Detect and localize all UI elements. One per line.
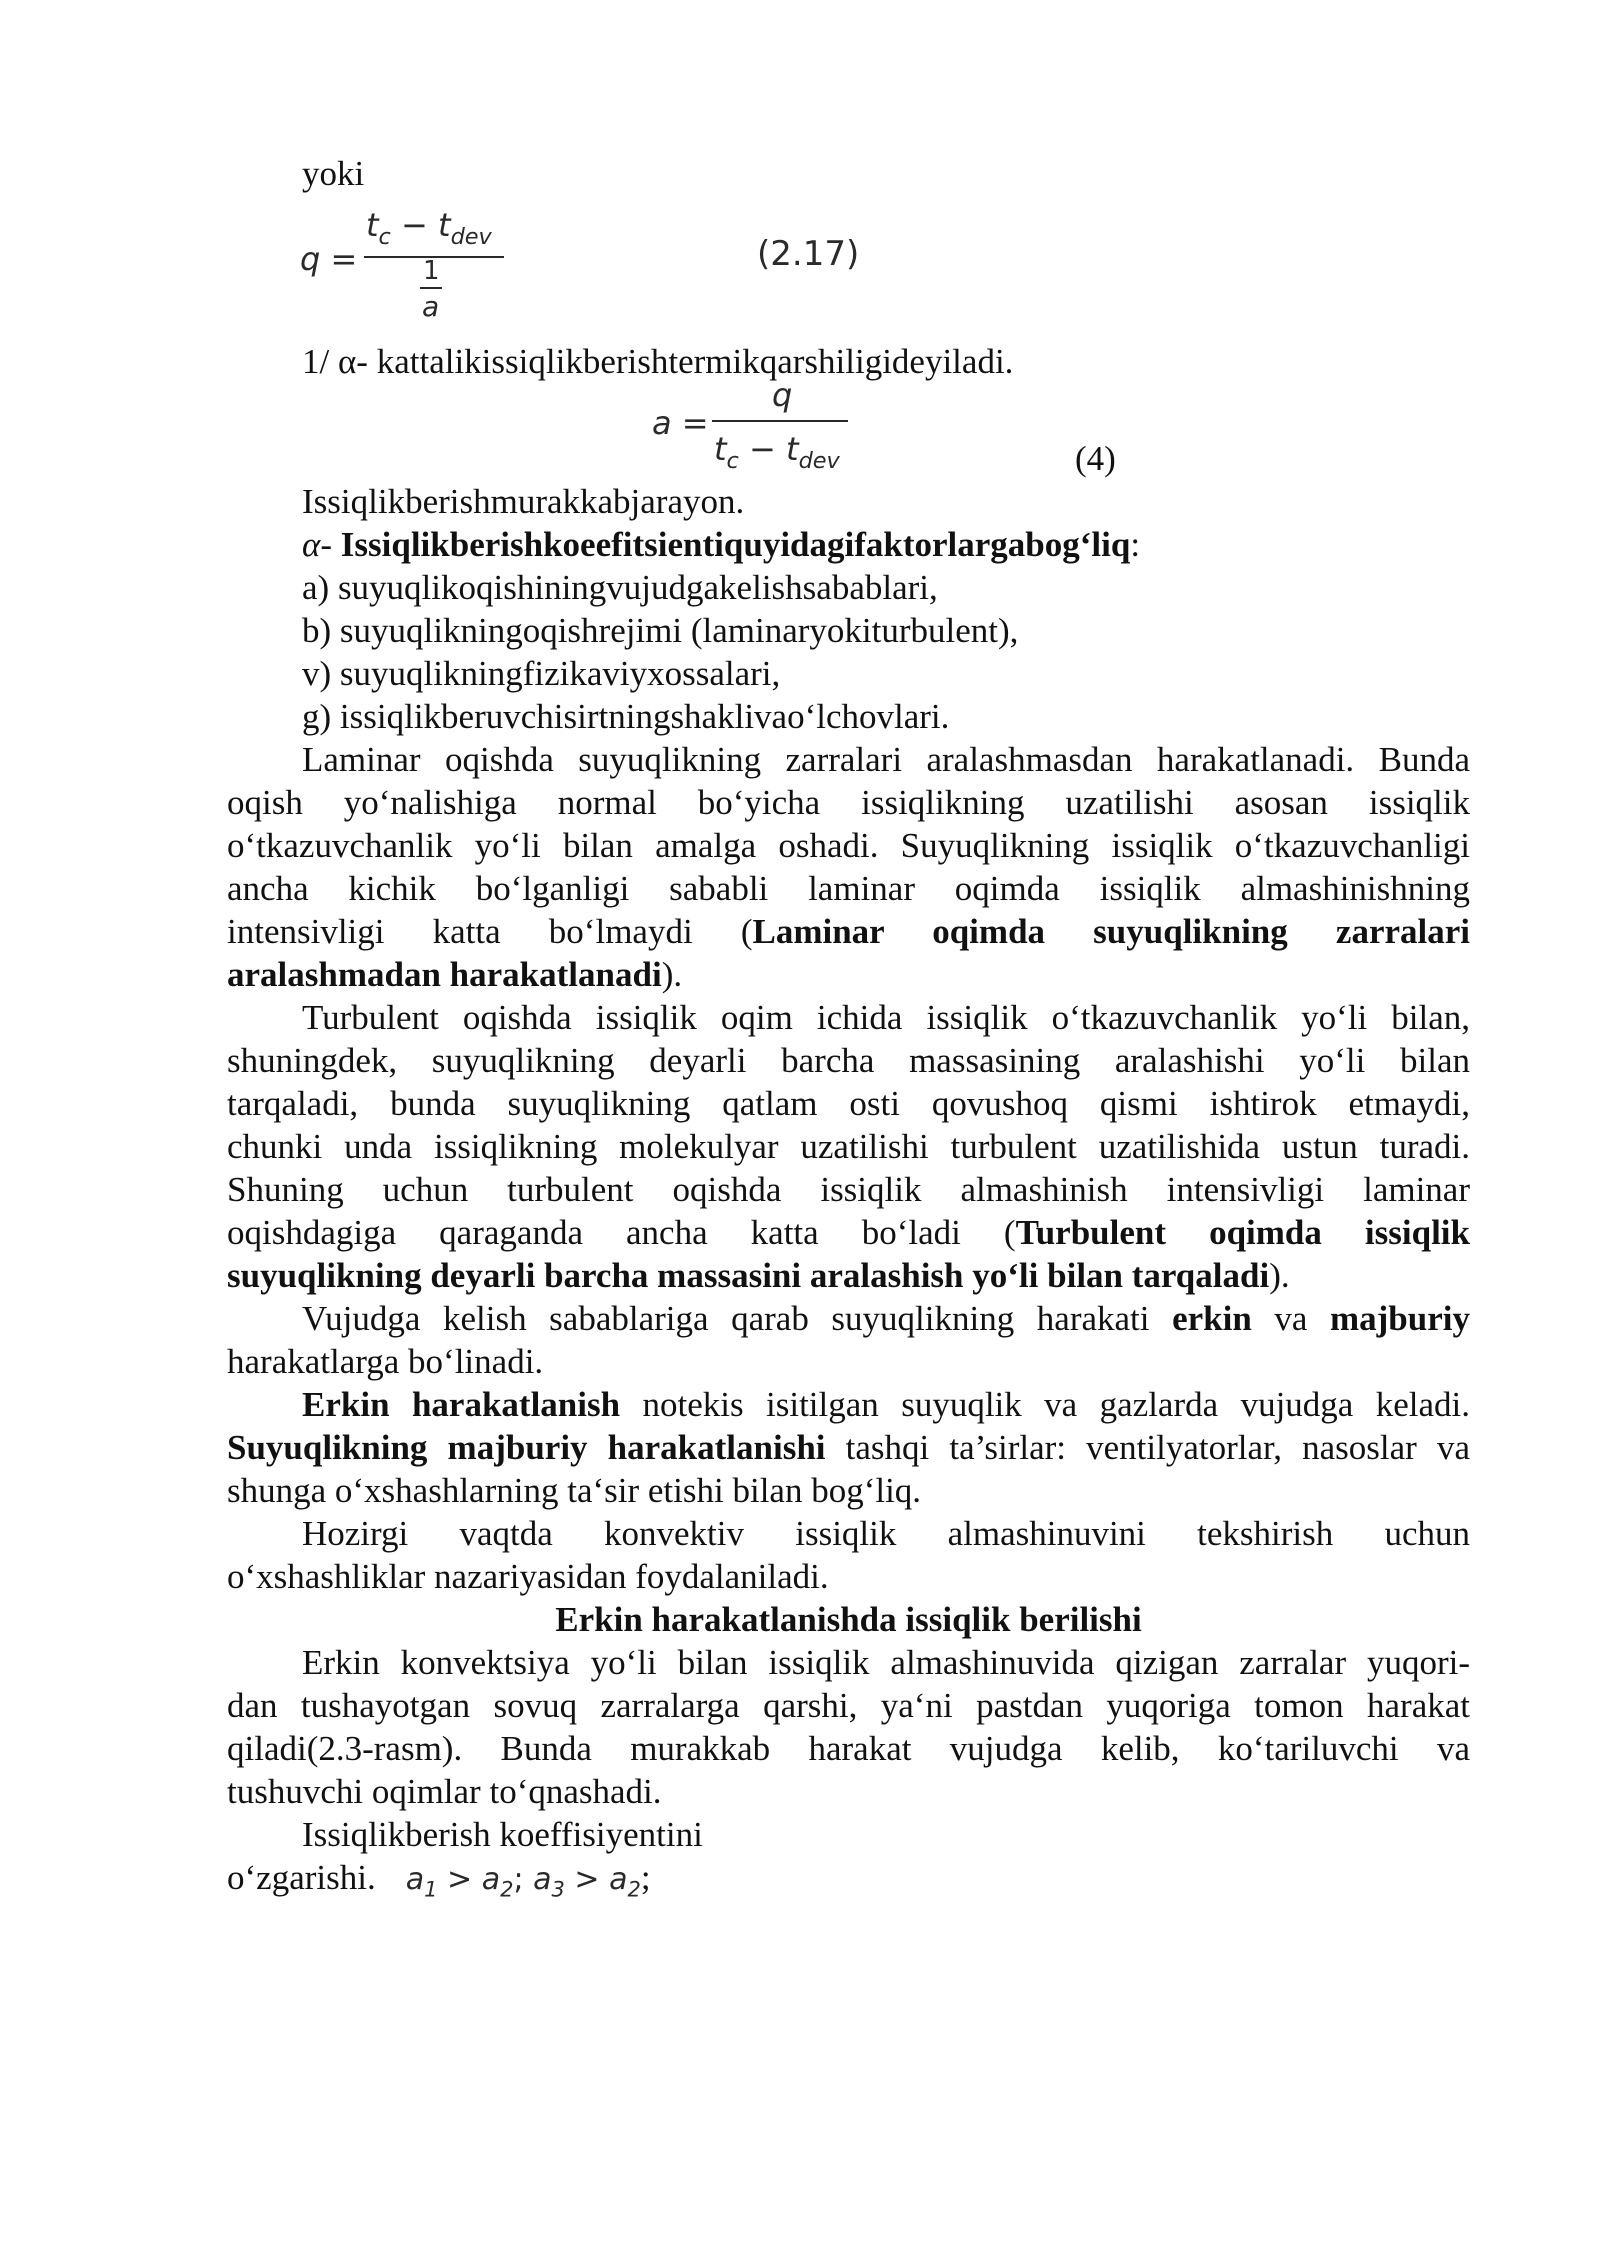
turbulent-line-6: oqishdagiga qaraganda ancha katta bo‘ladi (Turbulent oqimda issiqlik bbox=[227, 1213, 1470, 1252]
eq4-denominator: $t_c - t_{dev}$ bbox=[714, 430, 840, 474]
turbulent-line-4: chunki unda issiqlikning molekulyar uzatilishi turbulent uzatilishida ustun turadi. bbox=[227, 1127, 1470, 1166]
eq217-denominator-num: 1 bbox=[423, 256, 440, 286]
eq4-fraction-bar bbox=[712, 420, 848, 422]
resistance-line: 1/ α- kattalikissiqlikberishtermikqarshiligideyiladi. bbox=[302, 342, 1014, 381]
factor-item-g: g) issiqlikberuvchisirtningshaklivao‘lchovlari. bbox=[302, 697, 950, 736]
eq217-inner-bar bbox=[420, 287, 442, 289]
laminar-line-5: intensivligi katta bo‘lmaydi (Laminar oqimda suyuqlikning zarralari bbox=[227, 912, 1470, 951]
free-forced-line-2: Suyuqlikning majburiy harakatlanishi tashqi ta’sirlar: ventilyatorlar, nasoslar va bbox=[227, 1428, 1470, 1467]
factor-item-b: b) suyuqlikningoqishrejimi (laminaryokiturbulent), bbox=[302, 611, 1019, 650]
eq217-denominator-den: a bbox=[422, 290, 440, 323]
turbulent-line-7: suyuqlikning deyarli barcha massasini aralashish yo‘li bilan tarqaladi). bbox=[227, 1256, 1290, 1295]
eq4-lhs: a = bbox=[652, 404, 709, 442]
factors-heading: α- Issiqlikberishkoeefitsientiquyidagifaktorlargabog‘liq: bbox=[302, 525, 1141, 564]
turbulent-line-2: shuningdek, suyuqlikning deyarli barcha massasining aralashishi yo‘li bilan bbox=[227, 1041, 1470, 1080]
laminar-line-3: o‘tkazuvchanlik yo‘li bilan amalga oshadi. Suyuqlikning issiqlik o‘tkazuvchanligi bbox=[227, 826, 1470, 865]
turbulent-line-1: Turbulent oqishda issiqlik oqim ichida issiqlik o‘tkazuvchanlik yo‘li bilan, bbox=[302, 998, 1470, 1037]
motion-line-1: Vujudga kelish sabablariga qarab suyuqlikning harakati erkin va majburiy bbox=[302, 1299, 1470, 1338]
intro-word: yoki bbox=[302, 154, 365, 193]
factor-item-v: v) suyuqlikningfizikaviyxossalari, bbox=[302, 654, 781, 693]
change-inequality: $a_1 > a_2$; $a_3 > a_2$ bbox=[405, 1862, 641, 1902]
laminar-line-4: ancha kichik bo‘lganligi sababli laminar oqimda issiqlik almashinishning bbox=[227, 869, 1470, 908]
convection-line-4: tushuvchi oqimlar to‘qnashadi. bbox=[227, 1772, 662, 1811]
convection-line-3: qiladi(2.3-rasm). Bunda murakkab harakat vujudga kelib, ko‘tariluvchi va bbox=[227, 1729, 1470, 1768]
laminar-line-6: aralashmadan harakatlanadi). bbox=[227, 955, 683, 994]
convection-line-2: dan tushayotgan sovuq zarralarga qarshi, ya‘ni pastdan yuqoriga tomon harakat bbox=[227, 1686, 1470, 1725]
motion-line-2: harakatlarga bo‘linadi. bbox=[227, 1342, 544, 1381]
free-forced-line-1: Erkin harakatlanish notekis isitilgan suyuqlik va gazlarda vujudga keladi. bbox=[302, 1385, 1471, 1424]
similarity-line-1: Hozirgi vaqtda konvektiv issiqlik almashinuvini tekshirish uchun bbox=[302, 1514, 1470, 1553]
eq217-numerator: $t_c - t_{dev}$ bbox=[366, 206, 492, 250]
section-heading: Erkin harakatlanishda issiqlik berilishi bbox=[555, 1600, 1142, 1639]
factor-item-a: a) suyuqlikoqishiningvujudgakelishsabablari, bbox=[302, 568, 938, 607]
eq4-numerator: q bbox=[772, 376, 793, 414]
coeff-line: Issiqlikberish koeffisiyentini bbox=[302, 1815, 703, 1854]
laminar-line-2: oqish yo‘nalishiga normal bo‘yicha issiqlikning uzatilishi asosan issiqlik bbox=[227, 783, 1470, 822]
eq4-label: (4) bbox=[1075, 439, 1116, 478]
eq217-label: (2.17) bbox=[757, 234, 860, 274]
turbulent-line-3: tarqaladi, bunda suyuqlikning qatlam osti qovushoq qismi ishtirok etmaydi, bbox=[227, 1084, 1470, 1123]
free-forced-line-3: shunga o‘xshashlarning ta‘sir etishi bilan bog‘liq. bbox=[227, 1471, 922, 1510]
similarity-line-2: o‘xshashliklar nazariyasidan foydalaniladi. bbox=[227, 1557, 829, 1596]
eq217-lhs: q = bbox=[300, 240, 358, 278]
convection-line-1: Erkin konvektsiya yo‘li bilan issiqlik almashinuvida qizigan zarralar yuqori- bbox=[302, 1643, 1470, 1682]
turbulent-line-5: Shuning uchun turbulent oqishda issiqlik almashinish intensivligi laminar bbox=[227, 1170, 1470, 1209]
complex-line: Issiqlikberishmurakkabjarayon. bbox=[302, 482, 745, 521]
laminar-line-1: Laminar oqishda suyuqlikning zarralari aralashmasdan harakatlanadi. Bunda bbox=[302, 740, 1470, 779]
change-line: o‘zgarishi. $a_1 > a_2$; $a_3 > a_2$; bbox=[227, 1858, 651, 1902]
